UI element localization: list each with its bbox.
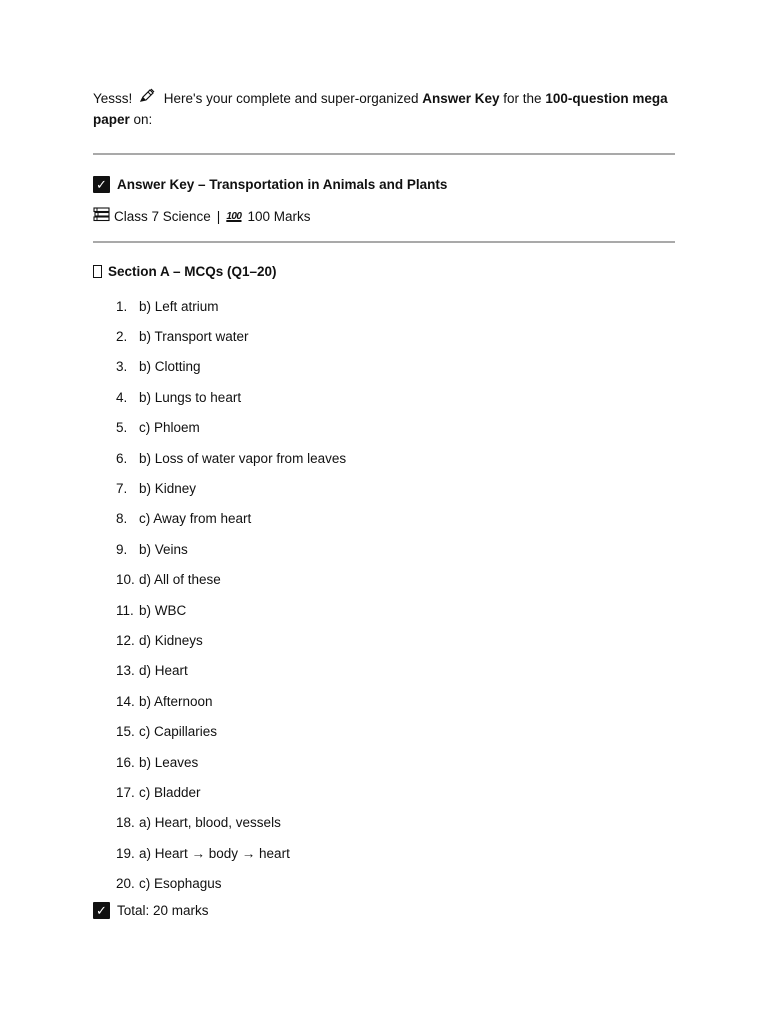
meta-separator: | bbox=[216, 208, 221, 224]
check-mark-icon: ✓ bbox=[93, 902, 110, 919]
books-icon bbox=[93, 207, 110, 225]
answer-item bbox=[93, 321, 675, 351]
answer-item bbox=[93, 777, 675, 807]
answer-number: 6. bbox=[116, 450, 128, 466]
answer-item bbox=[93, 747, 675, 777]
answer-text: b) Clotting bbox=[139, 359, 201, 375]
total-marks bbox=[93, 901, 675, 921]
divider-top bbox=[93, 153, 675, 155]
document-title-text: Answer Key – Transportation in Animals and Plants bbox=[117, 176, 448, 192]
intro-bold-answer-key: Answer Key bbox=[422, 91, 500, 106]
answer-item bbox=[93, 686, 675, 716]
document-title bbox=[93, 174, 675, 194]
answer-text: c) Away from heart bbox=[139, 511, 252, 527]
answer-text: b) Kidney bbox=[139, 481, 197, 497]
answer-number: 3. bbox=[116, 359, 128, 375]
hundred-points-icon: 100 bbox=[226, 210, 242, 222]
answer-text: c) Esophagus bbox=[139, 876, 222, 892]
answer-text: d) Heart bbox=[139, 663, 188, 679]
answer-number: 4. bbox=[116, 389, 128, 405]
missing-glyph-icon bbox=[93, 265, 102, 278]
answer-text: d) All of these bbox=[139, 572, 221, 588]
answer-item bbox=[93, 534, 675, 564]
answer-text: a) Heart → body → heart bbox=[139, 845, 290, 861]
pen-icon bbox=[139, 88, 156, 109]
answer-text: b) Left atrium bbox=[139, 298, 219, 314]
answer-number: 7. bbox=[116, 481, 128, 497]
answer-number: 9. bbox=[116, 541, 128, 557]
answer-text: c) Capillaries bbox=[139, 724, 218, 740]
answer-item bbox=[93, 625, 675, 655]
answer-item bbox=[93, 838, 675, 868]
answer-number: 11. bbox=[116, 602, 134, 618]
answer-item bbox=[93, 443, 675, 473]
answer-item bbox=[93, 382, 675, 412]
marks-label: 100 Marks bbox=[247, 208, 311, 224]
answer-number: 2. bbox=[116, 329, 128, 345]
answer-text: b) Veins bbox=[139, 541, 188, 557]
answer-number: 15. bbox=[116, 724, 135, 740]
class-label: Class 7 Science bbox=[114, 208, 211, 224]
answer-number: 13. bbox=[116, 663, 135, 679]
answer-text: b) Transport water bbox=[139, 329, 249, 345]
intro-text-3: for the bbox=[499, 91, 546, 106]
answer-key-document bbox=[93, 88, 675, 921]
answer-number: 12. bbox=[116, 632, 135, 648]
answer-item bbox=[93, 808, 675, 838]
check-mark-icon: ✓ bbox=[93, 176, 110, 193]
intro-paragraph bbox=[93, 88, 675, 130]
answer-number: 1. bbox=[116, 298, 128, 314]
answer-number: 20. bbox=[116, 876, 135, 892]
answer-item bbox=[93, 473, 675, 503]
answer-text: b) WBC bbox=[139, 602, 187, 618]
answer-number: 19. bbox=[116, 845, 135, 861]
answer-item bbox=[93, 352, 675, 382]
answer-number: 18. bbox=[116, 815, 135, 831]
answer-item bbox=[93, 291, 675, 321]
answer-text: c) Phloem bbox=[139, 420, 200, 436]
intro-bold-paper: 100-question mega paper bbox=[93, 91, 668, 127]
answer-number: 8. bbox=[116, 511, 128, 527]
answer-text: b) Afternoon bbox=[139, 693, 213, 709]
answer-item bbox=[93, 565, 675, 595]
answer-text: d) Kidneys bbox=[139, 632, 203, 648]
answer-number: 10. bbox=[116, 572, 135, 588]
answer-item bbox=[93, 868, 675, 898]
answer-item bbox=[93, 413, 675, 443]
answer-number: 14. bbox=[116, 693, 135, 709]
answer-item bbox=[93, 656, 675, 686]
answer-list bbox=[93, 291, 675, 899]
answer-text: c) Bladder bbox=[139, 784, 201, 800]
answer-text: a) Heart, blood, vessels bbox=[139, 815, 281, 831]
answer-number: 5. bbox=[116, 420, 128, 436]
answer-text: b) Loss of water vapor from leaves bbox=[139, 450, 347, 466]
divider-bottom bbox=[93, 241, 675, 243]
answer-item bbox=[93, 595, 675, 625]
answer-number: 17. bbox=[116, 784, 135, 800]
total-marks-text: Total: 20 marks bbox=[117, 903, 209, 919]
answer-item bbox=[93, 504, 675, 534]
answer-text: b) Leaves bbox=[139, 754, 199, 770]
section-a-title-text: Section A – MCQs (Q1–20) bbox=[108, 263, 277, 279]
intro-text-4: on: bbox=[129, 112, 153, 127]
section-a-title bbox=[93, 261, 675, 281]
answer-text: b) Lungs to heart bbox=[139, 389, 242, 405]
answer-item bbox=[93, 716, 675, 746]
meta-line bbox=[93, 206, 675, 226]
answer-number: 16. bbox=[116, 754, 135, 770]
intro-text-2: Here's your complete and super-organized bbox=[160, 91, 423, 106]
intro-text-1: Yesss! bbox=[93, 91, 137, 106]
